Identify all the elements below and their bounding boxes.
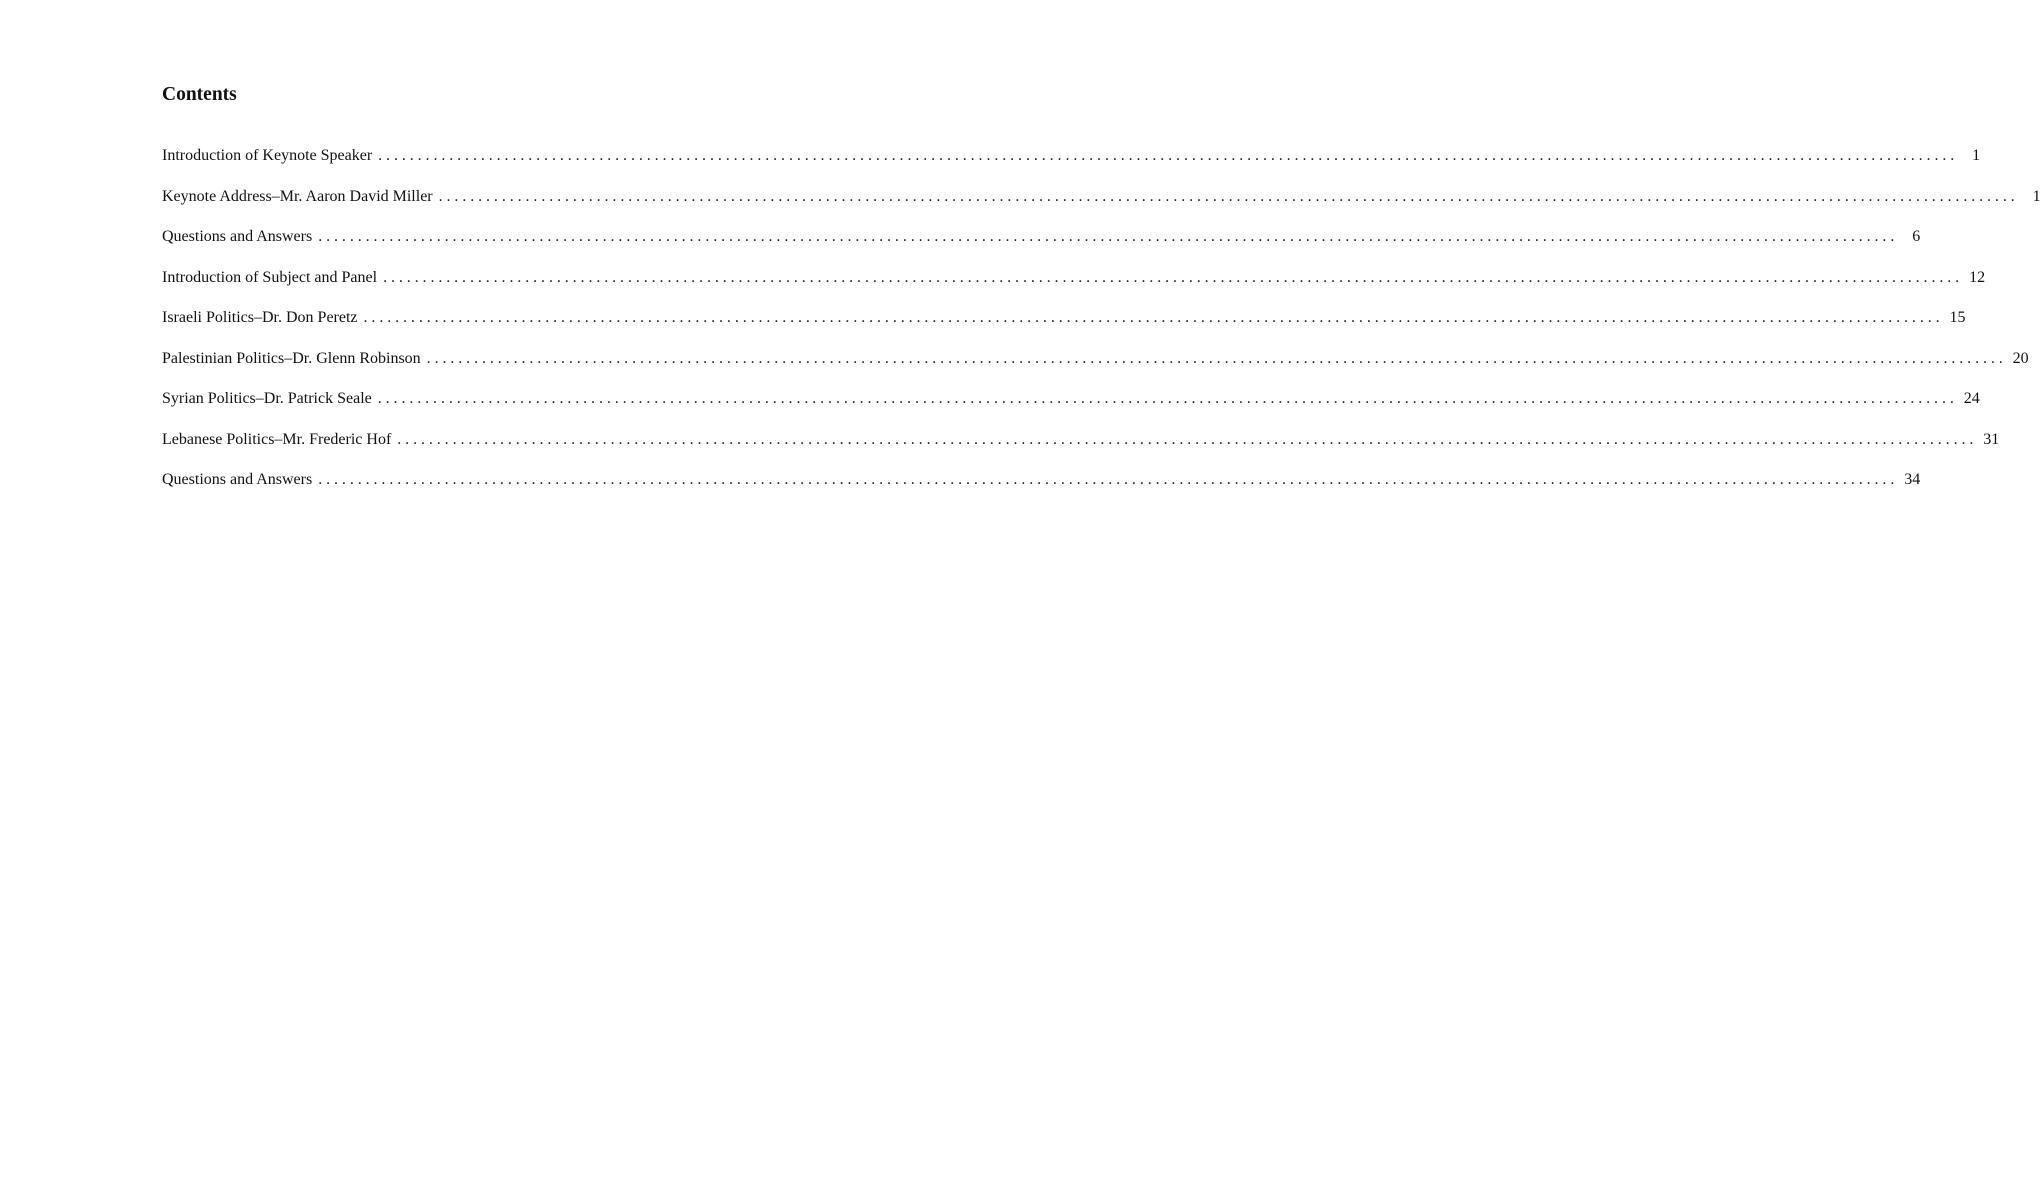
toc-entry-label: Keynote Address–Mr. Aaron David Miller: [162, 187, 433, 205]
toc-entry-label: Questions and Answers: [162, 471, 313, 488]
dot-leader: ........................................................................................................................................................................................................: [383, 268, 1964, 286]
toc-entry-label: Lebanese Politics–Mr. Frederic Hof: [162, 430, 392, 448]
toc-entry-page: 6: [1912, 228, 1921, 245]
toc-entry[interactable]: [162, 226, 1921, 267]
dot-leader: ........................................................................................................................................................................................................: [426, 349, 2007, 367]
dot-leader: ........................................................................................................................................................................................................: [438, 187, 2019, 205]
dot-leader: ........................................................................................................................................................................................................: [378, 147, 1959, 164]
dot-leader: ........................................................................................................................................................................................................: [318, 471, 1899, 488]
toc-entry-page: 1: [2032, 187, 2041, 205]
toc-entry[interactable]: [162, 429, 2000, 470]
toc-entry[interactable]: [162, 469, 1921, 510]
page-title: Contents: [162, 84, 237, 105]
toc-entry-label: Israeli Politics–Dr. Don Peretz: [162, 309, 358, 326]
toc-entry-label: Introduction of Keynote Speaker: [162, 147, 373, 164]
toc-entry[interactable]: [162, 307, 1966, 348]
dot-leader: ........................................................................................................................................................................................................: [363, 309, 1944, 326]
dot-leader: ........................................................................................................................................................................................................: [318, 228, 1899, 245]
toc-entry-page: 20: [2012, 349, 2029, 367]
toc-entry-page: 12: [1969, 268, 1986, 286]
dot-leader: ........................................................................................................................................................................................................: [377, 390, 1958, 407]
toc-entry-label: Questions and Answers: [162, 228, 313, 245]
toc-entry-label: Introduction of Subject and Panel: [162, 268, 378, 286]
toc-entry-page: 15: [1949, 309, 1966, 326]
toc-entry[interactable]: [162, 145, 1981, 186]
dot-leader: ........................................................................................................................................................................................................: [397, 430, 1978, 448]
toc-entry-page: 31: [1983, 430, 2000, 448]
toc-entry[interactable]: [162, 267, 1986, 308]
toc-entry[interactable]: [162, 388, 1980, 429]
table-of-contents: [162, 145, 2041, 510]
toc-entry-label: Syrian Politics–Dr. Patrick Seale: [162, 390, 372, 407]
toc-entry-page: 24: [1963, 390, 1980, 407]
toc-entry[interactable]: [162, 186, 2041, 227]
toc-entry-label: Palestinian Politics–Dr. Glenn Robinson: [162, 349, 421, 367]
toc-entry[interactable]: [162, 348, 2029, 389]
toc-entry-page: 34: [1904, 471, 1921, 488]
toc-entry-page: 1: [1972, 147, 1981, 164]
